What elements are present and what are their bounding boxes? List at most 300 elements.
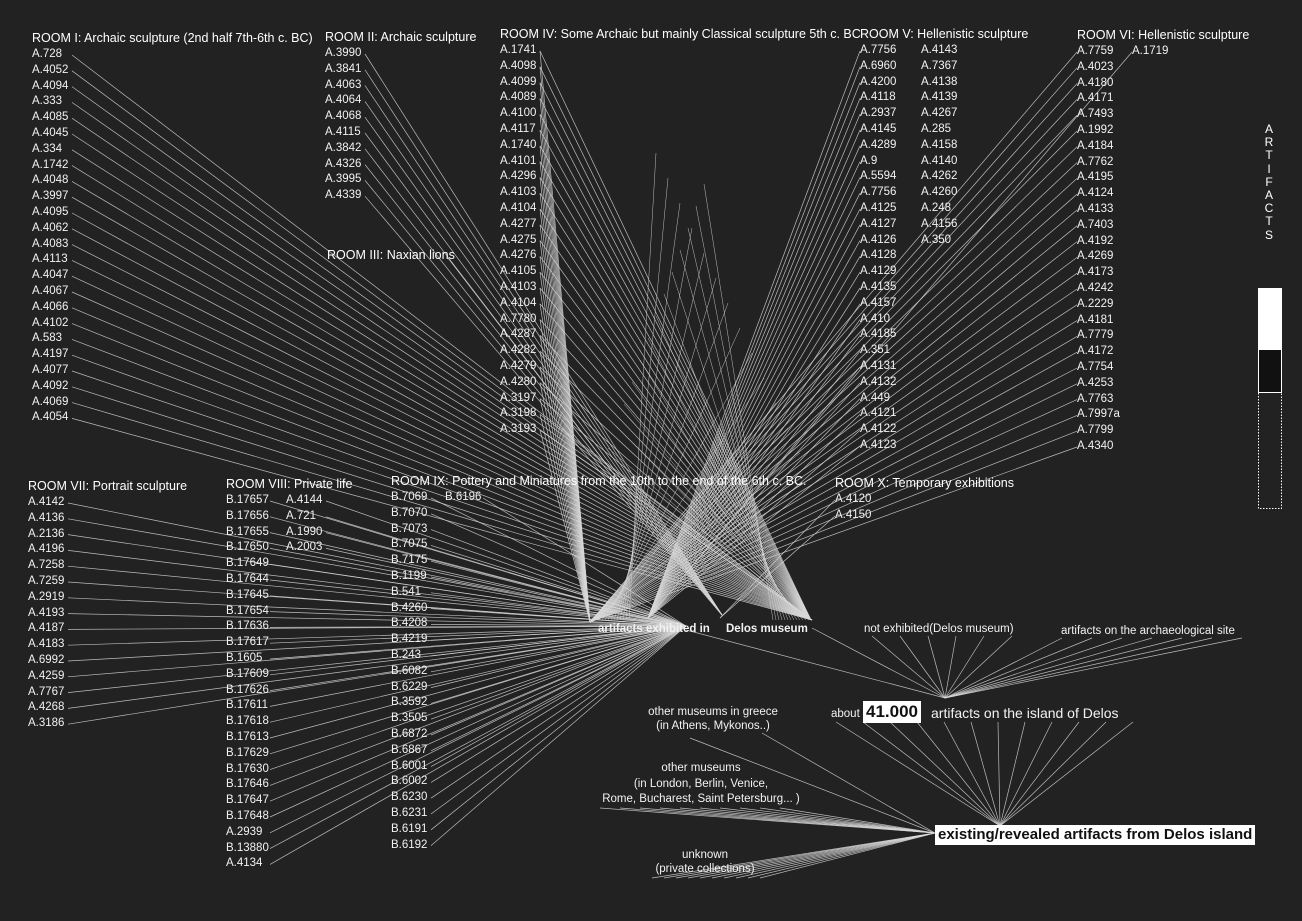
artifact-id: B.6191 [391,822,428,835]
artifact-id: A.4150 [835,508,872,521]
artifact-id: A.4269 [1077,250,1114,263]
room5-list [860,43,896,454]
artifact-id: A.4068 [325,110,362,123]
artifact-id: A.4138 [921,75,958,88]
artifact-id: A.4104 [500,296,537,309]
room1-title: ROOM I: Archaic sculpture (2nd half 7th-6th c. BC) [32,31,313,45]
room4-list [500,43,536,438]
connector-line [1000,722,1133,826]
artifact-id: A.248 [921,201,952,214]
artifact-id: A.4280 [500,375,537,388]
artifact-id: A.4064 [325,94,362,107]
artifact-id: A.583 [32,332,63,345]
artifact-id: A.4195 [1077,171,1114,184]
room7-list [28,495,64,732]
connector-line [863,722,1000,826]
connector-line [590,194,1077,622]
other-museums-line3: Rome, Bucharest, Saint Petersburg... ) [602,793,800,805]
artifact-id: A.3995 [325,173,362,186]
legend-letter: F [1265,174,1273,189]
room10-title: ROOM X: Temporary exhibitions [835,476,1014,490]
artifact-id: B.541 [391,585,422,598]
artifact-id: A.4242 [1077,281,1114,294]
connector-line [945,638,1242,698]
artifact-id: B.17650 [226,541,269,554]
artifact-id: A.5594 [860,170,897,183]
artifact-id: A.4144 [286,494,323,506]
artifact-id: B.17649 [226,557,269,570]
connector-line [680,250,782,620]
connector-line [890,722,1000,826]
artifact-id: A.7754 [1077,360,1114,373]
artifact-id: A.3997 [32,190,69,203]
artifact-id: A.7756 [860,186,897,199]
artifact-id: B.17647 [226,794,269,807]
legend-letter: T [1265,148,1273,163]
artifact-id: B.6231 [391,806,428,819]
connector-line [928,636,945,698]
connector-line [590,52,1077,622]
exhibited-label: artifacts exhibited in [598,623,710,635]
artifact-id: B.6872 [391,727,428,740]
artifact-id: B.17656 [226,509,269,522]
room8-list-2 [286,493,322,556]
room7-title: ROOM VII: Portrait sculpture [28,479,188,493]
artifact-id: B.17645 [226,588,269,601]
artifact-id: A.4095 [32,205,69,218]
artifact-id: A.4296 [500,170,537,183]
artifact-id: A.4135 [860,280,897,293]
artifact-id: A.4102 [32,316,69,329]
artifact-id: A.1990 [286,525,323,538]
artifact-id: B.4208 [391,617,428,630]
connector-line [1000,722,1052,826]
artifact-id: A.3990 [325,47,362,59]
artifact-id: A.4123 [860,438,897,451]
artifact-id: B.17654 [226,604,269,617]
connector-line [945,638,1062,698]
artifact-id: A.4126 [860,233,897,246]
artifact-id: A.4143 [921,44,958,56]
artifact-id: B.1605 [226,651,263,664]
connector-line [1000,722,1079,826]
connector-line [900,636,945,698]
artifact-id: A.4103 [500,280,537,293]
artifact-id: A.4067 [32,284,69,297]
connector-line [590,210,1077,622]
artifact-id: A.4279 [500,359,537,372]
artifact-id: A.6960 [860,59,897,72]
artifact-id: B.7073 [391,522,428,535]
greece-museums-line2: (in Athens, Mykonos..) [656,720,770,732]
artifact-id: A.4103 [500,186,537,199]
artifact-id: B.4219 [391,633,428,646]
legend-artifacts-word [1261,123,1277,242]
artifact-id: A.7258 [28,559,65,572]
connector-line [431,626,686,846]
connector-line [1000,722,1106,826]
connector-line [590,242,1077,622]
artifact-id: A.4197 [32,348,69,361]
room8-list [226,493,269,872]
artifact-id: A.4260 [921,186,958,199]
artifact-id: A.3186 [28,717,65,730]
artifact-id: A.4077 [32,363,69,376]
artifact-id: A.4125 [860,201,897,214]
artifact-id: A.3198 [500,407,537,420]
artifact-id: A.4181 [1077,313,1114,326]
artifact-id: A.2939 [226,825,263,838]
room6-list-2 [1132,44,1168,60]
connector-line [270,626,686,770]
artifact-id: B.17613 [226,730,269,743]
artifact-id: A.2229 [1077,297,1114,310]
artifact-id: B.17655 [226,525,269,538]
connector-line [648,288,860,618]
artifact-id: A.728 [32,48,63,60]
artifact-id: A.4171 [1077,92,1114,105]
artifact-id: A.2136 [28,527,65,540]
artifact-id: A.4098 [500,59,537,72]
artifact-id: A.4023 [1077,60,1114,73]
artifact-id: A.4120 [835,493,872,505]
island-label: artifacts on the island of Delos [931,705,1119,721]
artifact-id: A.3841 [325,62,362,75]
artifact-id: A.1740 [500,138,537,151]
room3-title: ROOM III: Naxian lions [327,248,455,262]
connector-line [945,638,1212,698]
artifact-id: A.4134 [226,857,263,870]
artifact-id: A.721 [286,509,317,522]
artifact-id: A.3842 [325,141,362,154]
other-museums-line1: other museums [661,762,741,774]
artifact-id: B.17646 [226,778,269,791]
artifact-id: A.2919 [28,590,65,603]
artifact-id: A.4326 [325,157,362,170]
artifact-id: A.4052 [32,63,69,76]
connector-line [945,638,1152,698]
artifact-id: A.4262 [921,170,958,183]
unknown-label [645,848,765,876]
legend-letter: C [1264,201,1274,216]
artifact-id: B.7069 [391,491,428,503]
artifact-id: A.4142 [28,496,65,508]
artifact-id: B.7175 [391,554,428,567]
room9-list-2 [445,490,481,506]
artifact-id: A.2937 [860,107,897,120]
artifact-id: A.4136 [28,511,65,524]
artifact-id: A.4287 [500,328,537,341]
connector-line [72,229,812,620]
room9-list [391,490,427,853]
artifact-id: A.7259 [28,574,65,587]
greece-museums-label [620,705,806,733]
connector-line [590,178,1077,622]
artifact-id: A.4267 [921,107,958,120]
artifact-id: B.3592 [391,696,428,709]
connector-line [917,722,1000,826]
artifact-id: A.4083 [32,237,69,250]
artifact-id: B.7070 [391,506,428,519]
artifact-id: B.17630 [226,762,269,775]
connector-line [431,626,686,767]
artifact-id: A.7756 [860,44,897,56]
artifact-id: A.4132 [860,375,897,388]
artifact-id: B.6229 [391,680,428,693]
artifact-id: B.6867 [391,743,428,756]
artifact-id: A.7762 [1077,155,1114,168]
artifact-id: A.7767 [28,685,65,698]
legend-letter: S [1264,227,1273,242]
artifact-id: A.4104 [500,201,537,214]
connector-line [648,67,860,618]
room1-list [32,47,68,426]
artifact-id: A.4105 [500,265,537,278]
artifact-id: B.6082 [391,664,428,677]
connector-line [68,519,686,626]
connector-line [748,833,935,878]
artifact-id: B.6196 [445,491,482,503]
existing-artifacts-label: existing/revealed artifacts from Delos island [935,825,1255,845]
artifact-id: A.350 [921,233,952,246]
artifact-id: A.4085 [32,111,69,124]
artifact-id: A.4129 [860,265,897,278]
artifact-id: A.9 [860,154,878,167]
delos-museum-label: Delos museum [726,623,808,635]
artifact-id: A.4259 [28,669,65,682]
artifact-id: A.1992 [1077,123,1114,136]
connector-line [590,384,1077,622]
artifact-id: A.4200 [860,75,897,88]
artifact-id: A.410 [860,312,891,325]
artifact-id: A.4187 [28,622,65,635]
artifact-id: A.4113 [32,253,68,266]
artifact-id: B.17618 [226,715,269,728]
artifact-id: A.4047 [32,269,69,282]
other-museums-line2: (in London, Berlin, Venice, [633,777,769,790]
artifact-id: A.4289 [860,138,897,151]
connector-line [68,503,686,626]
artifact-id: A.2003 [286,541,323,554]
connector-line [1000,722,1025,826]
artifact-id: A.4185 [860,328,897,341]
artifact-count: 41.000 [863,701,921,723]
artifact-id: A.7799 [1077,424,1114,437]
artifact-id: A.4118 [860,91,896,104]
room6-list [1077,44,1120,455]
connector-line [945,638,1122,698]
artifact-id: A.7403 [1077,218,1114,231]
legend-letter: T [1265,214,1273,229]
artifact-id: A.4184 [1077,139,1114,152]
artifact-id: A.4275 [500,233,537,246]
unknown-line1: unknown [681,849,729,861]
archaeological-site-label: artifacts on the archaeological site [1061,625,1235,637]
connector-line [945,638,1182,698]
artifact-id: A.4045 [32,126,69,139]
artifact-id: A.4268 [28,701,65,714]
artifact-id: A.4133 [1077,202,1114,215]
artifact-id: B.3505 [391,712,428,725]
artifact-id: A.4117 [500,122,536,135]
artifact-id: A.1741 [500,44,537,56]
artifact-id: B.17629 [226,746,269,759]
artifact-id: B.7075 [391,538,428,551]
artifact-id: A.4140 [921,154,958,167]
artifact-id: A.4340 [1077,439,1114,452]
artifact-id: A.285 [921,122,952,135]
connector-line [590,257,1077,622]
artifact-id: A.4276 [500,249,537,262]
room6-title: ROOM VI: Hellenistic sculpture [1077,28,1250,42]
artifact-id: A.4193 [28,606,65,619]
room10-list [835,492,871,524]
artifact-id: A.7997a [1077,408,1120,421]
artifact-id: A.4339 [325,189,362,202]
artifact-id: A.3197 [500,391,537,404]
artifact-id: B.17636 [226,620,269,633]
greece-museums-line1: other museums in greece [648,706,778,718]
artifact-id: A.4069 [32,395,69,408]
connector-line [944,722,1000,826]
artifact-id: A.4172 [1077,345,1114,358]
artifact-id: B.6192 [391,838,428,851]
artifact-id: A.333 [32,95,63,108]
artifact-id: A.7779 [1077,329,1114,342]
artifact-id: A.4048 [32,174,69,187]
artifact-id: B.243 [391,648,422,661]
not-exhibited-label: not exhibited(Delos museum) [864,623,1014,635]
connector-line [72,118,812,620]
artifact-id: A.4063 [325,78,362,91]
connector-line [590,400,1077,622]
other-museums-label [596,761,806,808]
artifact-id: A.7780 [500,312,537,325]
connector-line [590,68,1077,622]
artifact-id: A.449 [860,391,891,404]
artifact-id: A.4253 [1077,376,1114,389]
artifact-id: A.4139 [921,91,958,104]
room5-list-2 [921,43,957,248]
legend-letter: I [1267,161,1271,176]
artifact-id: A.4156 [921,217,958,230]
connector-line [590,431,1077,622]
artifact-id: B.6230 [391,791,428,804]
artifact-id: A.4066 [32,300,69,313]
connector-line [945,638,1092,698]
connector-line [736,833,935,878]
artifact-id: A.4131 [860,359,897,372]
artifact-id: A.6992 [28,653,65,666]
connector-line [68,566,686,626]
artifact-id: B.17617 [226,636,269,649]
artifact-id: A.4277 [500,217,537,230]
artifact-id: B.6002 [391,775,428,788]
artifact-id: A.4173 [1077,266,1114,279]
artifact-id: A.4128 [860,249,897,262]
artifact-id: B.17609 [226,667,269,680]
artifact-id: A.334 [32,142,63,155]
artifact-id: B.1199 [391,569,427,582]
connector-line [270,626,686,864]
artifact-id: A.7367 [921,59,958,72]
artifact-id: A.4282 [500,344,537,357]
unknown-line2: (private collections) [655,863,755,875]
artifact-id: A.4115 [325,125,361,138]
connector-line [68,550,686,626]
artifact-id: A.4122 [860,423,897,436]
connector-line [648,241,860,618]
connector-line [648,399,860,618]
connector-line [68,626,686,708]
artifact-id: A.4192 [1077,234,1114,247]
connector-line [998,722,1000,826]
room2-title: ROOM II: Archaic sculpture [325,30,477,44]
connector-line [590,226,1077,622]
artifact-id: A.4121 [860,407,897,420]
room9-title: ROOM IX: Pottery and Miniatures from the 10th to the end of the 6th c. BC. [391,474,807,488]
connector-line [72,71,812,620]
artifact-id: A.4127 [860,217,897,230]
artifact-id: A.4101 [500,154,537,167]
connector-line [686,630,945,698]
artifact-id: A.4062 [32,221,69,234]
connector-line [812,628,945,698]
artifact-id: A.4124 [1077,187,1114,200]
artifact-id: A.4092 [32,379,69,392]
artifact-id: A.4094 [32,79,69,92]
connector-line [780,808,935,833]
room8-title: ROOM VIII: Private life [226,477,353,491]
artifact-id: A.3193 [500,423,537,436]
artifact-id: A.1719 [1132,45,1169,57]
artifact-id: A.4196 [28,543,65,556]
connector-line [760,833,935,878]
artifact-id: B.6001 [391,759,428,772]
about-label: about [831,708,860,720]
artifact-id: A.7763 [1077,392,1114,405]
artifact-id: B.17644 [226,572,269,585]
artifact-id: A.4089 [500,91,537,104]
artifact-id: A.7493 [1077,108,1114,121]
artifact-id: A.4157 [860,296,897,309]
room2-list [325,46,361,204]
artifact-id: B.17626 [226,683,269,696]
room4-title: ROOM IV: Some Archaic but mainly Classical sculpture 5th c. BC [500,27,861,41]
legend-letter: A [1264,122,1273,136]
connector-line [540,272,590,622]
artifact-id: B.17657 [226,494,269,506]
legend-letter: R [1264,135,1274,150]
artifact-id: B.17611 [226,699,268,712]
artifact-id: A.351 [860,344,891,357]
legend-bar [1258,288,1282,509]
artifact-id: A.1742 [32,158,69,171]
artifact-id: A.4100 [500,107,537,120]
connector-line [590,321,1077,622]
artifact-id: B.13880 [226,841,269,854]
artifact-id: B.4260 [391,601,428,614]
artifact-id: A.7759 [1077,45,1114,57]
artifact-id: A.4183 [28,638,65,651]
legend-letter: A [1264,188,1273,203]
artifact-id: A.4145 [860,122,897,135]
artifact-id: A.4099 [500,75,537,88]
artifact-id: A.4180 [1077,76,1114,89]
room5-title: ROOM V: Hellenistic sculpture [860,27,1029,41]
artifact-id: B.17648 [226,809,269,822]
artifact-id: A.4158 [921,138,958,151]
